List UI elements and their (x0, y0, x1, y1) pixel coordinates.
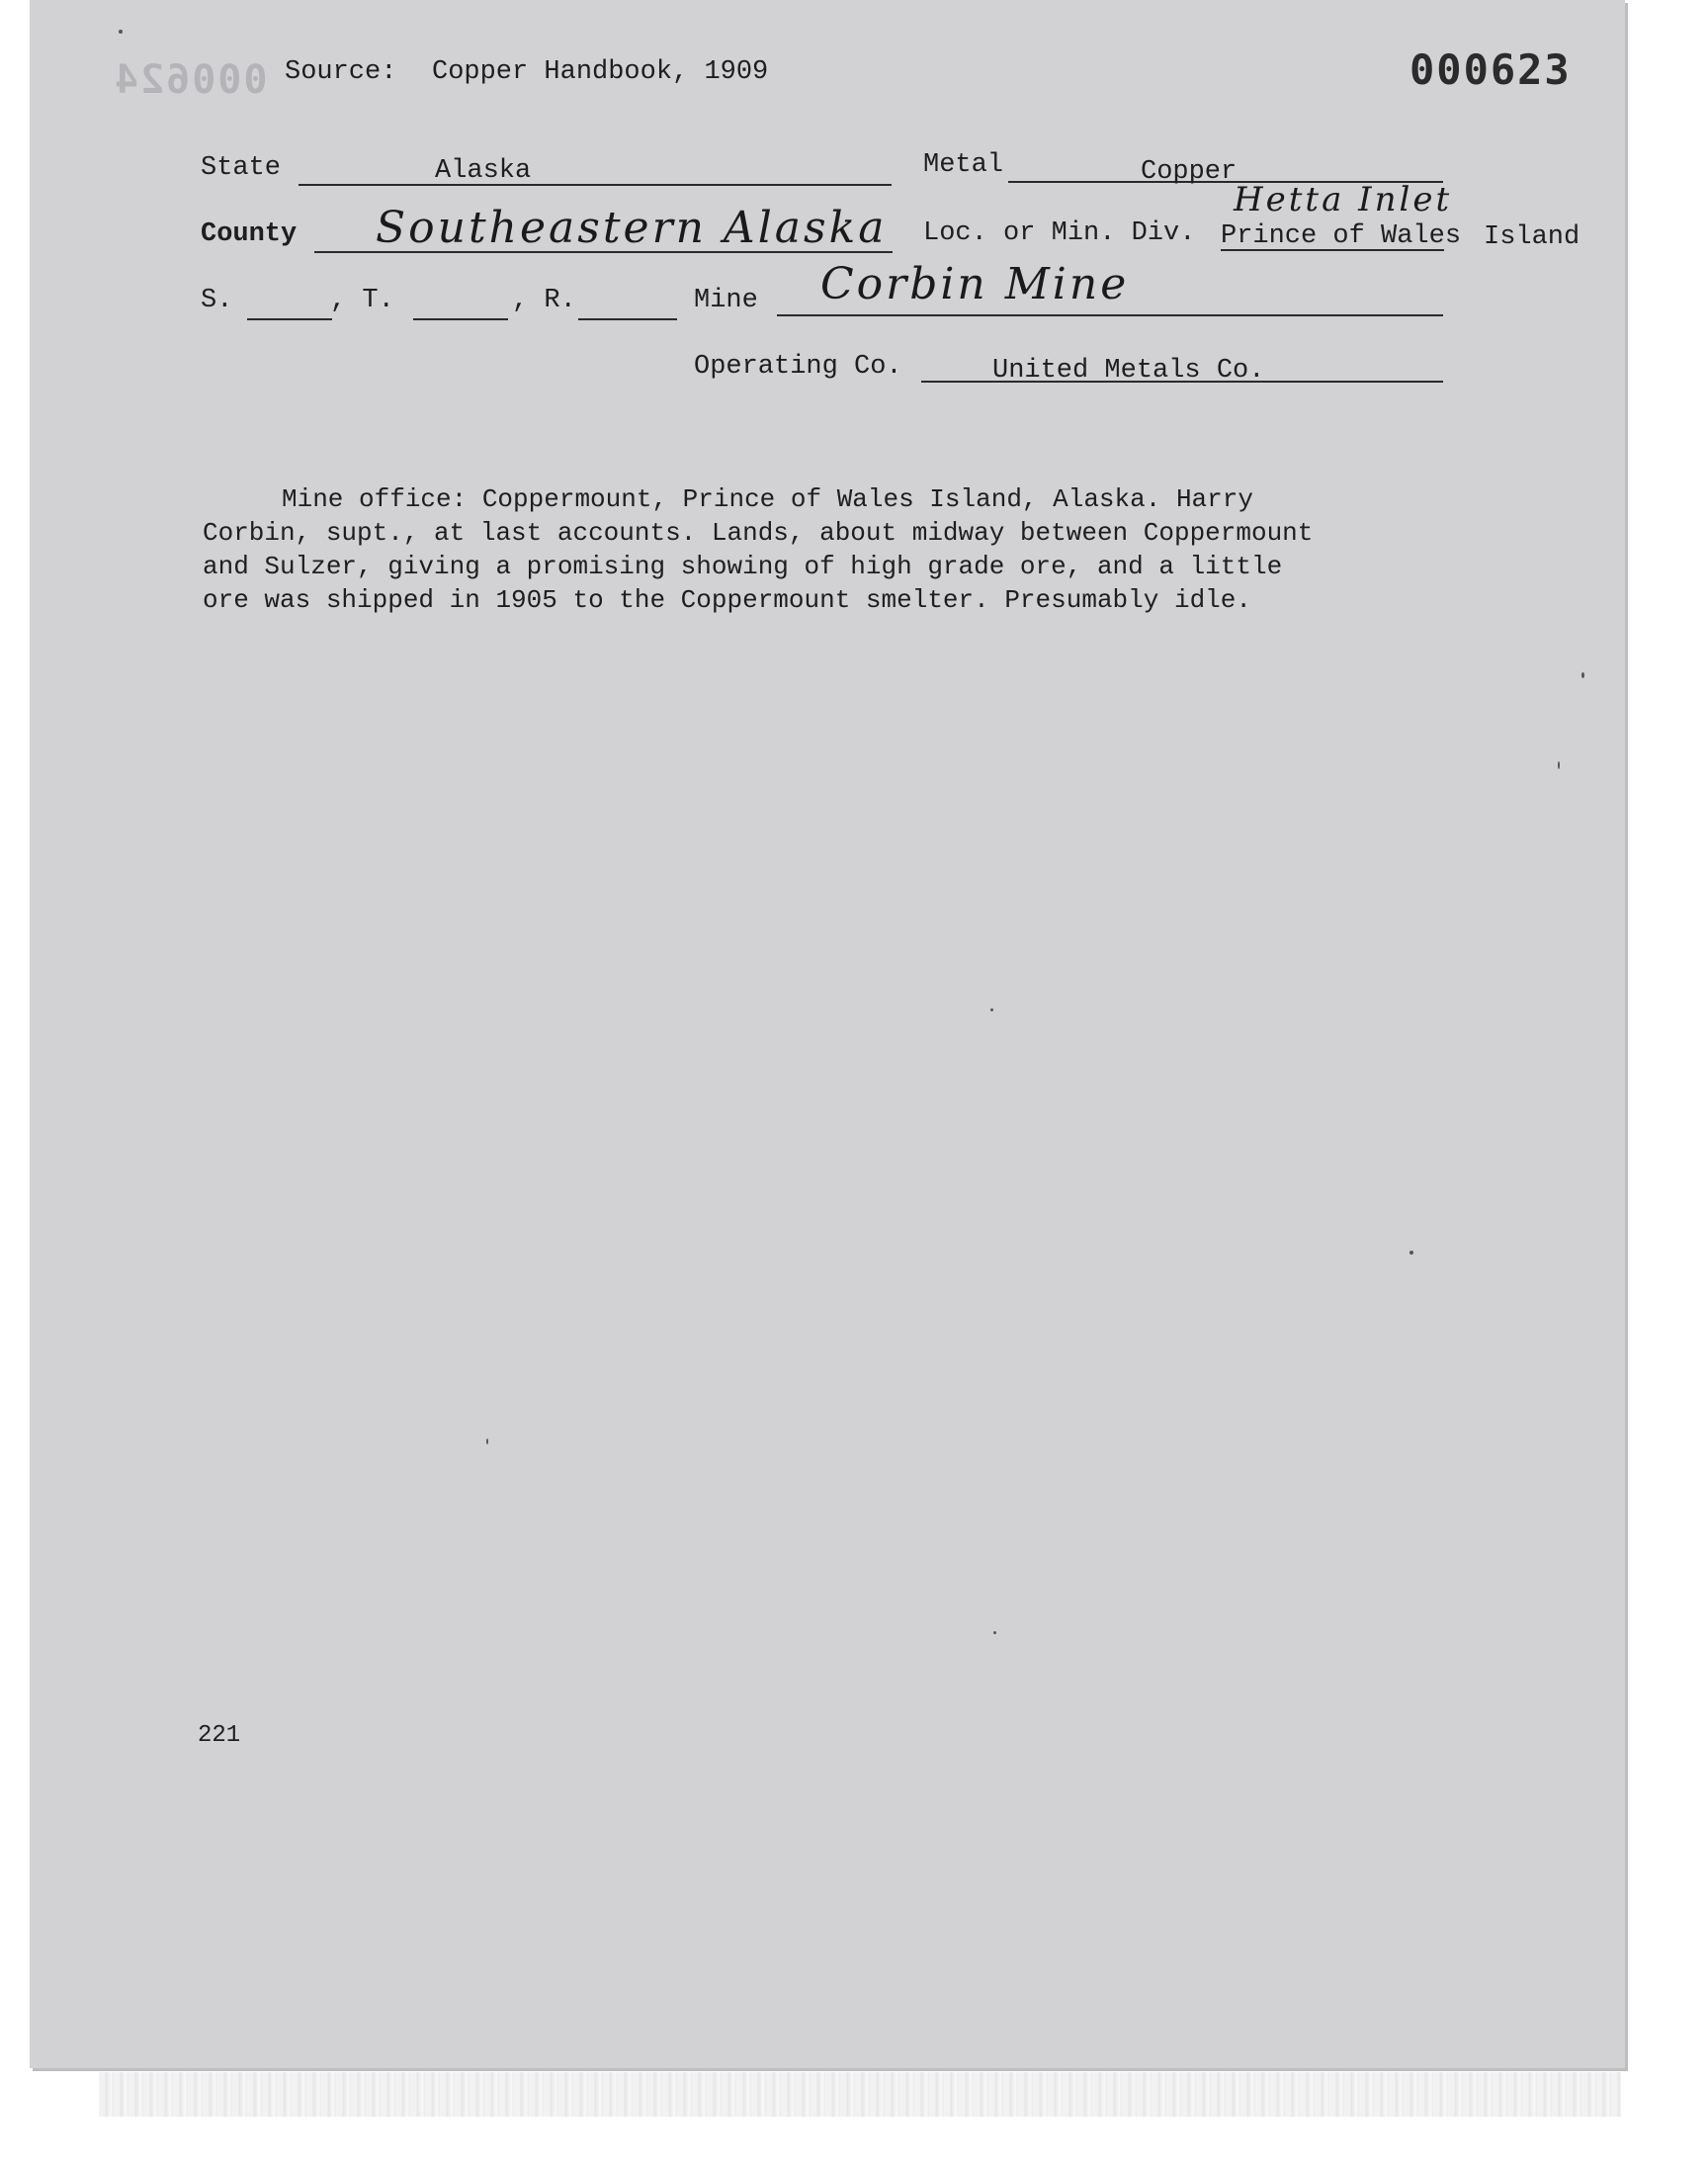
loc-handwritten-note: Hetta Inlet (1234, 180, 1453, 219)
county-label: County (201, 219, 298, 249)
loc-suffix: Island (1484, 222, 1580, 252)
metal-value: Copper (1141, 157, 1238, 187)
scan-speck (1409, 1251, 1413, 1255)
mine-value-handwritten: Corbin Mine (820, 259, 1130, 309)
mine-label: Mine (694, 286, 758, 315)
page-number: 221 (198, 1722, 241, 1749)
ghost-stamp-number: 000624 (113, 57, 268, 103)
loc-label: Loc. or Min. Div. (923, 218, 1196, 248)
township-label: , T. (330, 286, 394, 315)
source-label: Source: (285, 57, 397, 87)
source-value: Copper Handbook, 1909 (432, 57, 769, 87)
operating-value: United Metals Co. (992, 356, 1265, 386)
scan-speck (1581, 672, 1584, 678)
scan-speck (1558, 761, 1560, 769)
scan-speck (486, 1438, 488, 1444)
loc-value: Prince of Wales (1221, 221, 1462, 251)
document-number-stamp: 000623 (1409, 45, 1572, 94)
range-label: , R. (512, 286, 576, 315)
operating-label: Operating Co. (694, 352, 902, 382)
section-label: S. (201, 286, 233, 315)
scan-speck (119, 30, 123, 34)
range-underline (578, 318, 677, 320)
section-underline (247, 318, 332, 320)
state-value: Alaska (435, 156, 532, 186)
mine-description-paragraph: Mine office: Coppermount, Prince of Wales Island, Alaska. Harry Corbin, supt., at last accounts. Lands, about midway between Coppermount and Sulzer, giving a promising showing of high grade ore, and a little ore was shipped in 1905 to the Coppermount smelter. Presumably idle. (203, 484, 1314, 615)
scan-speck (993, 1631, 996, 1634)
state-underline (299, 184, 892, 186)
metal-label: Metal (923, 150, 1004, 180)
state-label: State (201, 153, 282, 183)
township-underline (413, 318, 508, 320)
county-value-handwritten: Southeastern Alaska (376, 203, 888, 253)
scan-edge-artifact (99, 2072, 1621, 2117)
document-sheet (30, 0, 1625, 2068)
mine-underline (777, 314, 1443, 316)
scan-speck (990, 1008, 993, 1011)
